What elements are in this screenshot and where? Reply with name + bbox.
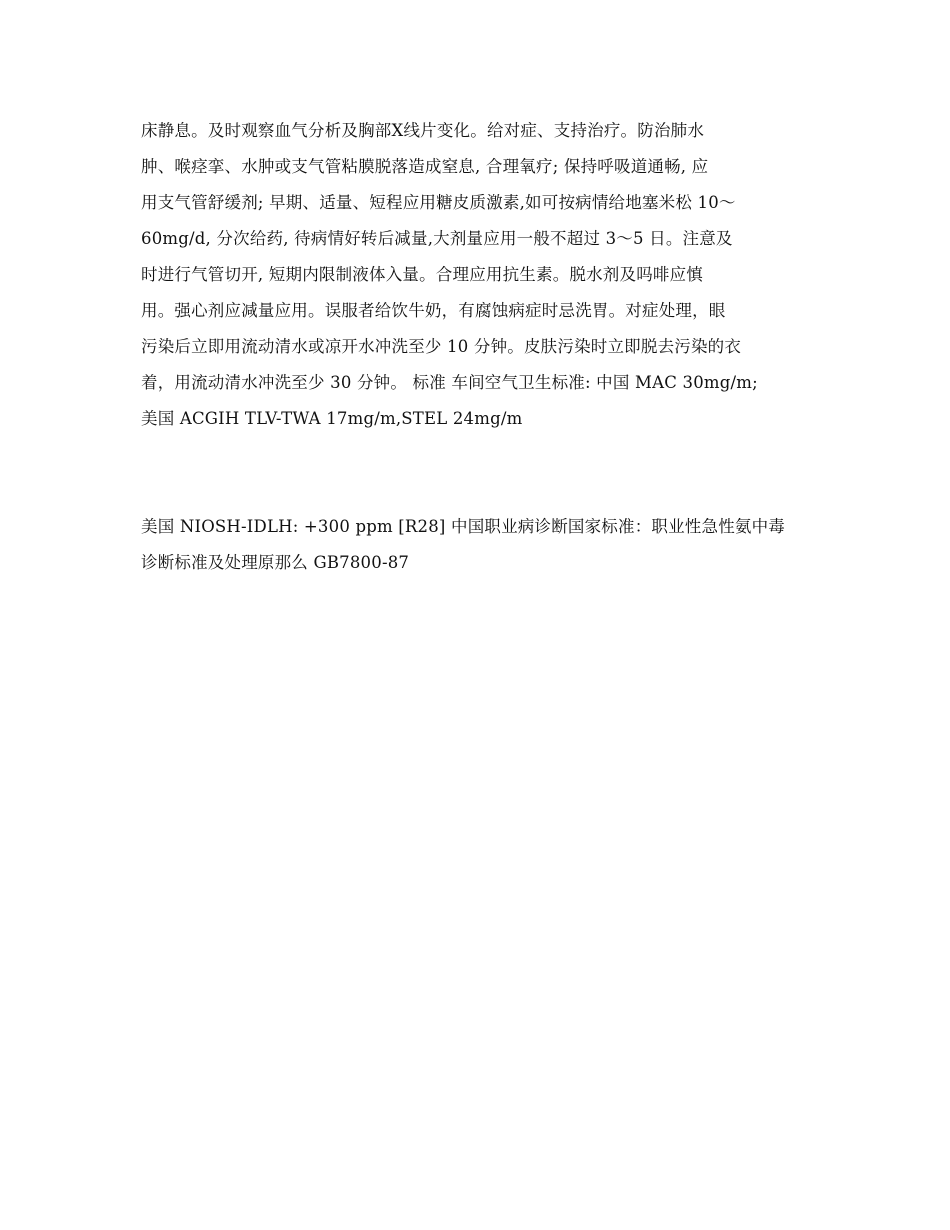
text-line: 60mg/d, 分次给药, 待病情好转后减量,大剂量应用一般不超过 3～5 日。注意及 (141, 229, 733, 248)
text-line: 用支气管舒缓剂; 早期、适量、短程应用糖皮质激素,如可按病情给地塞米松 10～ (141, 193, 736, 212)
text-line: 时进行气管切开, 短期内限制液体入量。合理应用抗生素。脱水剂及吗啡应慎 (141, 265, 703, 284)
treatment-paragraph (141, 113, 821, 437)
text-line: 美国 NIOSH-IDLH: +300 ppm [R28] 中国职业病诊断国家标准：职业性急性氨中毒 (141, 517, 786, 536)
text-line: 肿、喉痉挛、水肿或支气管粘膜脱落造成窒息, 合理氧疗; 保持呼吸道通畅, 应 (141, 157, 709, 176)
text-line: 着，用流动清水冲洗至少 30 分钟。 标准 车间空气卫生标准: 中国 MAC 30mg/m; (141, 373, 758, 392)
text-line: 用。强心剂应减量应用。误服者给饮牛奶，有腐蚀病症时忌洗胃。对症处理，眼 (141, 301, 726, 320)
text-line: 污染后立即用流动清水或凉开水冲洗至少 10 分钟。皮肤污染时立即脱去污染的衣 (141, 337, 742, 356)
text-line: 诊断标准及处理原那么 GB7800-87 (141, 553, 410, 572)
text-line: 床静息。及时观察血气分析及胸部X线片变化。给对症、支持治疗。防治肺水 (141, 121, 705, 140)
text-line: 美国 ACGIH TLV-TWA 17mg/m,STEL 24mg/m (141, 409, 523, 428)
standards-paragraph (141, 509, 821, 581)
